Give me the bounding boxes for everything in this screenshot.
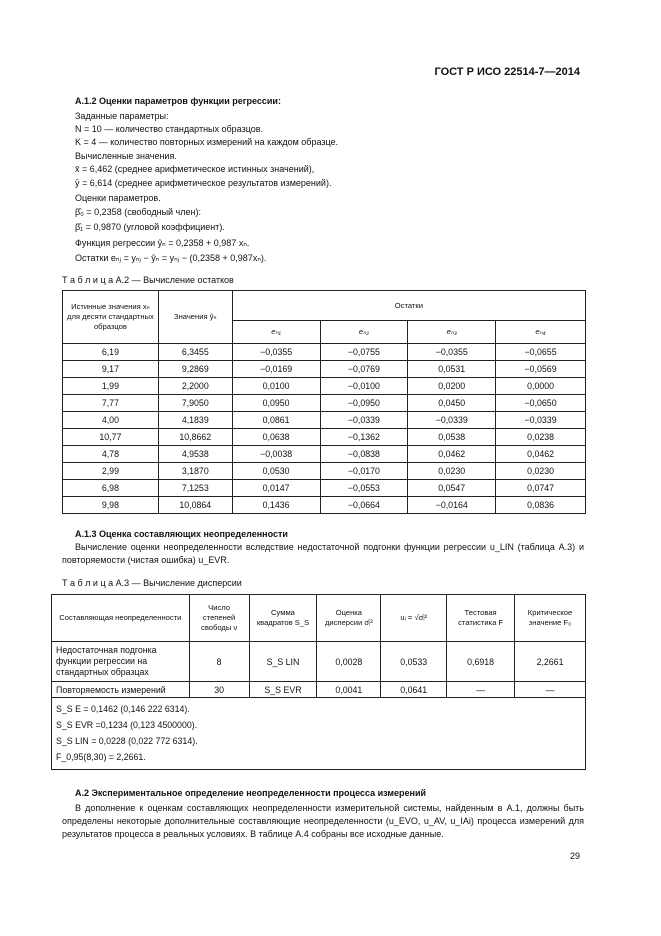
cell-predicted: 3,1870: [158, 463, 232, 480]
regression-function-line: Функция регрессии ŷₙ = 0,2358 + 0,987 xₙ.: [75, 238, 250, 248]
cell-e2: −0,0755: [320, 344, 408, 361]
cell-variance: 0,0028: [317, 642, 381, 682]
note-sse: S_S E = 0,1462 (0,146 222 6314).: [56, 704, 190, 714]
cell-predicted: 2,2000: [158, 378, 232, 395]
cell-u: 0,0641: [381, 682, 447, 698]
cell-e3: 0,0450: [408, 395, 496, 412]
table-row: [63, 429, 586, 446]
cell-e2: −0,0950: [320, 395, 408, 412]
table-row: [63, 378, 586, 395]
col-sum-squares: Сумма квадратов S_S: [249, 595, 317, 642]
note-sslin: S_S LIN = 0,0228 (0,022 772 6314).: [56, 736, 198, 746]
col-critical: Критическое значение F₀: [515, 595, 586, 642]
cell-e2: −0,0100: [320, 378, 408, 395]
table-row: [63, 463, 586, 480]
cell-dof: 30: [189, 682, 249, 698]
cell-e4: 0,0836: [496, 497, 586, 514]
cell-predicted: 7,1253: [158, 480, 232, 497]
col-component: Составляющая неопределенности: [52, 595, 190, 642]
calc-label: Вычисленные значения.: [75, 151, 177, 161]
cell-e4: −0,0569: [496, 361, 586, 378]
cell-predicted: 6,3455: [158, 344, 232, 361]
col-residuals: Остатки: [232, 291, 585, 321]
cell-predicted: 10,8662: [158, 429, 232, 446]
cell-e1: −0,0038: [232, 446, 320, 463]
cell-e4: 0,0238: [496, 429, 586, 446]
table-a3-caption: Т а б л и ц а А.3 — Вычисление дисперсии: [62, 578, 242, 588]
cell-test-stat: —: [447, 682, 515, 698]
section-a13-text: Вычисление оценки неопределенности вследствие недостаточной подгонки функции регрессии u_LIN (таблица А.3) и повторяемости (чистая ошибка) u_EVR.: [62, 542, 584, 565]
cell-e3: −0,0164: [408, 497, 496, 514]
section-a12-title: А.1.2 Оценки параметров функции регрессии:: [75, 96, 281, 106]
cell-dof: 8: [189, 642, 249, 682]
cell-e2: −0,0170: [320, 463, 408, 480]
table-a3: [51, 594, 586, 770]
cell-e4: −0,0339: [496, 412, 586, 429]
xbar-line: x̄ = 6,462 (среднее арифметическое истинных значений),: [75, 164, 315, 174]
cell-e1: 0,0861: [232, 412, 320, 429]
cell-true-value: 1,99: [63, 378, 159, 395]
ybar-line: ȳ = 6,614 (среднее арифметическое результатов измерений).: [75, 178, 332, 188]
cell-e4: 0,0747: [496, 480, 586, 497]
cell-e2: −0,0838: [320, 446, 408, 463]
section-a2-text: В дополнение к оценкам составляющих неопределенности измерительной системы, найденным в А.1, должны быть определены некоторые дополнительные составляющие неопределенности (u_EVO, u_AV, u_IAi) процесса измерений для результатов процесса в реальных условиях. В таблице А.4 собраны все исходные данные.: [62, 803, 584, 839]
table-a3-notes: [52, 698, 586, 770]
col-e4: eₙ₄: [496, 321, 586, 344]
col-predicted: Значения ŷₙ: [158, 291, 232, 344]
cell-e3: −0,0355: [408, 344, 496, 361]
estimates-label: Оценки параметров.: [75, 193, 161, 203]
cell-e1: 0,0950: [232, 395, 320, 412]
cell-e1: 0,0530: [232, 463, 320, 480]
cell-critical: —: [515, 682, 586, 698]
cell-e3: 0,0547: [408, 480, 496, 497]
table-row: [63, 480, 586, 497]
table-row: [52, 642, 586, 682]
col-e3: eₙ₃: [408, 321, 496, 344]
cell-e4: 0,0462: [496, 446, 586, 463]
cell-e1: −0,0169: [232, 361, 320, 378]
cell-true-value: 9,17: [63, 361, 159, 378]
k-line: K = 4 — количество повторных измерений на каждом образце.: [75, 137, 339, 147]
table-row: [63, 395, 586, 412]
table-row: [52, 682, 586, 698]
cell-e1: 0,0100: [232, 378, 320, 395]
section-a13-title: А.1.3 Оценка составляющих неопределенности: [75, 529, 288, 539]
col-dof: Число степеней свободы ν: [189, 595, 249, 642]
cell-sum-squares: S_S LIN: [249, 642, 317, 682]
table-row: [63, 446, 586, 463]
section-a2-title: А.2 Экспериментальное определение неопределенности процесса измерений: [75, 788, 427, 798]
cell-e1: 0,0147: [232, 480, 320, 497]
cell-e4: −0,0650: [496, 395, 586, 412]
cell-predicted: 9,2869: [158, 361, 232, 378]
cell-true-value: 9,98: [63, 497, 159, 514]
cell-e2: −0,0553: [320, 480, 408, 497]
table-a2-caption: Т а б л и ц а А.2 — Вычисление остатков: [62, 275, 234, 285]
cell-e4: −0,0655: [496, 344, 586, 361]
cell-true-value: 4,00: [63, 412, 159, 429]
cell-e1: 0,0638: [232, 429, 320, 446]
table-row: [63, 361, 586, 378]
col-test-stat: Тестовая статистика F: [447, 595, 515, 642]
cell-e2: −0,1362: [320, 429, 408, 446]
col-true-values: Истинные значения xₙ для десяти стандартных образцов: [63, 291, 159, 344]
cell-true-value: 10,77: [63, 429, 159, 446]
table-a2: [62, 290, 586, 514]
cell-u: 0,0533: [381, 642, 447, 682]
col-variance: Оценка дисперсии σ̂ᵢ²: [317, 595, 381, 642]
cell-true-value: 7,77: [63, 395, 159, 412]
beta1-line: β̂₁ = 0,9870 (угловой коэффициент).: [75, 222, 225, 232]
cell-e3: 0,0538: [408, 429, 496, 446]
cell-predicted: 10,0864: [158, 497, 232, 514]
cell-true-value: 4,78: [63, 446, 159, 463]
note-fcrit: F_0,95(8,30) = 2,2661.: [56, 752, 146, 762]
cell-predicted: 4,1839: [158, 412, 232, 429]
cell-e4: 0,0000: [496, 378, 586, 395]
cell-true-value: 2,99: [63, 463, 159, 480]
col-e1: eₙ₁: [232, 321, 320, 344]
table-row: [63, 412, 586, 429]
col-e2: eₙ₂: [320, 321, 408, 344]
cell-sum-squares: S_S EVR: [249, 682, 317, 698]
cell-e2: −0,0664: [320, 497, 408, 514]
cell-e3: 0,0531: [408, 361, 496, 378]
cell-e4: 0,0230: [496, 463, 586, 480]
cell-test-stat: 0,6918: [447, 642, 515, 682]
cell-critical: 2,2661: [515, 642, 586, 682]
residuals-line: Остатки eₙⱼ = yₙⱼ − ŷₙ = yₙⱼ − (0,2358 + 0,987xₙ).: [75, 253, 267, 263]
cell-variance: 0,0041: [317, 682, 381, 698]
cell-e1: 0,1436: [232, 497, 320, 514]
cell-e3: 0,0462: [408, 446, 496, 463]
cell-true-value: 6,98: [63, 480, 159, 497]
cell-e3: 0,0230: [408, 463, 496, 480]
cell-e1: −0,0355: [232, 344, 320, 361]
cell-e3: 0,0200: [408, 378, 496, 395]
table-row: [63, 344, 586, 361]
cell-component: Недостаточная подгонка функции регрессии на стандартных образцах: [52, 642, 190, 682]
cell-true-value: 6,19: [63, 344, 159, 361]
document-id: ГОСТ Р ИСО 22514-7—2014: [434, 66, 580, 78]
table-a2-body: [63, 344, 586, 514]
cell-e2: −0,0769: [320, 361, 408, 378]
n-line: N = 10 — количество стандартных образцов.: [75, 124, 264, 134]
table-row: [63, 497, 586, 514]
beta0-line: β̂₀ = 0,2358 (свободный член):: [75, 207, 201, 217]
cell-component: Повторяемость измерений: [52, 682, 190, 698]
cell-e2: −0,0339: [320, 412, 408, 429]
given-label: Заданные параметры:: [75, 111, 169, 121]
note-ssevr: S_S EVR =0,1234 (0,123 4500000).: [56, 720, 198, 730]
col-u: uᵢ = √σ̂ᵢ²: [381, 595, 447, 642]
page-number: 29: [569, 851, 580, 861]
cell-predicted: 7,9050: [158, 395, 232, 412]
cell-e3: −0,0339: [408, 412, 496, 429]
cell-predicted: 4,9538: [158, 446, 232, 463]
